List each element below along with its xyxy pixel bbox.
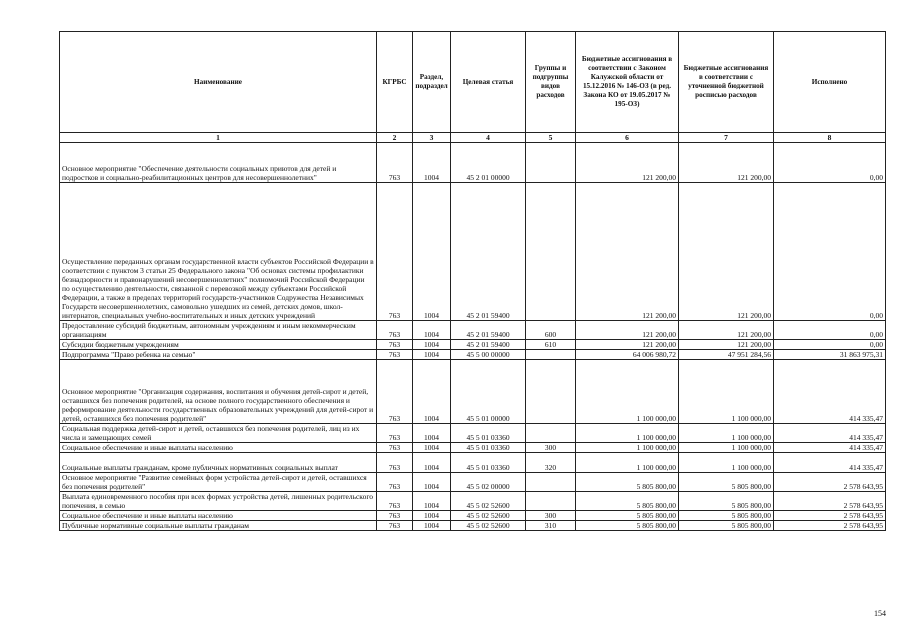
- column-number: 5: [526, 133, 576, 143]
- column-number: 4: [451, 133, 526, 143]
- row-vid: 610: [526, 340, 576, 350]
- row-name: Выплата единовременного пособия при всех формах устройства детей, лишенных родительского попечения, в семью: [60, 492, 377, 511]
- row-vid: [526, 360, 576, 424]
- row-vid: 320: [526, 453, 576, 473]
- row-vid: [526, 424, 576, 443]
- row-vid: [526, 183, 576, 321]
- row-vid: [526, 473, 576, 492]
- table-row: [60, 143, 886, 183]
- row-law-amount: 5 805 800,00: [576, 511, 679, 521]
- row-name: Социальное обеспечение и иные выплаты населению: [60, 443, 377, 453]
- row-law-amount: 1 100 000,00: [576, 453, 679, 473]
- row-razdel: 1004: [413, 360, 451, 424]
- row-statya: 45 5 01 00000: [451, 360, 526, 424]
- row-law-amount: 5 805 800,00: [576, 492, 679, 511]
- row-utoch-amount: 1 100 000,00: [679, 424, 774, 443]
- row-statya: 45 2 01 59400: [451, 321, 526, 340]
- row-ispolneno-amount: 414 335,47: [774, 453, 886, 473]
- header-statya: Целевая статья: [451, 32, 526, 133]
- row-ispolneno-amount: 2 578 643,95: [774, 492, 886, 511]
- row-name: Основное мероприятие "Развитие семейных форм устройства детей-сирот и детей, оставшихся без попечения родителей": [60, 473, 377, 492]
- row-name: Осуществление переданных органам государственной власти субъектов Российской Федерации в соответствии с пунктом 3 статьи 25 Федерального закона "Об основах системы профилактики безнадзорности и правонарушений несовершеннолетних" полномочий Российской Федерации по осуществлению деятельности, связанной с перевозкой между субъектами Российской Федерации, а также в пределах территорий государств-участников Содружества Независимых Государств несовершеннолетних, самовольно ушедших из семей, детских домов, школ-интернатов, специальных учебно-воспитательных и иных детских учреждений: [60, 183, 377, 321]
- column-number: 3: [413, 133, 451, 143]
- row-statya: 45 5 00 00000: [451, 350, 526, 360]
- column-number-row: [60, 133, 886, 143]
- row-ispolneno-amount: 0,00: [774, 143, 886, 183]
- table-row: [60, 443, 886, 453]
- row-law-amount: 121 200,00: [576, 340, 679, 350]
- row-law-amount: 64 006 980,72: [576, 350, 679, 360]
- row-utoch-amount: 5 805 800,00: [679, 511, 774, 521]
- row-ispolneno-amount: 414 335,47: [774, 360, 886, 424]
- row-name: Субсидии бюджетным учреждениям: [60, 340, 377, 350]
- header-law: Бюджетные ассигнования в соответствии с Законом Калужской области от 15.12.2016 № 146-ОЗ (в ред. Закона КО от 19.05.2017 № 195-ОЗ): [576, 32, 679, 133]
- row-kgrbs: 763: [377, 492, 413, 511]
- header-utoch: Бюджетные ассигнования в соответствии с уточненной бюджетной росписью расходов: [679, 32, 774, 133]
- header-ispolneno: Исполнено: [774, 32, 886, 133]
- row-ispolneno-amount: 0,00: [774, 321, 886, 340]
- table-row: [60, 350, 886, 360]
- row-utoch-amount: 1 100 000,00: [679, 360, 774, 424]
- row-utoch-amount: 1 100 000,00: [679, 443, 774, 453]
- header-razdel: Раздел, подраздел: [413, 32, 451, 133]
- row-statya: 45 2 01 59400: [451, 183, 526, 321]
- table-row: [60, 511, 886, 521]
- row-name: Основное мероприятие "Обеспечение деятельности социальных приютов для детей и подростков и социально-реабилитационных центров для несовершеннолетних": [60, 143, 377, 183]
- row-vid: 310: [526, 521, 576, 531]
- row-kgrbs: 763: [377, 511, 413, 521]
- row-utoch-amount: 5 805 800,00: [679, 521, 774, 531]
- column-number: 8: [774, 133, 886, 143]
- row-statya: 45 2 01 00000: [451, 143, 526, 183]
- budget-table: [59, 31, 886, 531]
- row-name: Основное мероприятие "Организация содержания, воспитания и обучения детей-сирот и детей, оставшихся без попечения родителей, на основе полного государственного обеспечения и реформирование деятельности государственных образовательных учреждений для детей-сирот и детей, оставшихся без попечения родителей": [60, 360, 377, 424]
- row-ispolneno-amount: 2 578 643,95: [774, 473, 886, 492]
- table-row: [60, 473, 886, 492]
- row-law-amount: 1 100 000,00: [576, 360, 679, 424]
- row-razdel: 1004: [413, 521, 451, 531]
- row-law-amount: 121 200,00: [576, 183, 679, 321]
- row-law-amount: 5 805 800,00: [576, 473, 679, 492]
- column-number: 6: [576, 133, 679, 143]
- column-number: 1: [60, 133, 377, 143]
- row-statya: 45 5 01 03360: [451, 443, 526, 453]
- row-utoch-amount: 121 200,00: [679, 340, 774, 350]
- column-number: 2: [377, 133, 413, 143]
- row-kgrbs: 763: [377, 143, 413, 183]
- row-statya: 45 5 02 52600: [451, 492, 526, 511]
- row-razdel: 1004: [413, 183, 451, 321]
- row-kgrbs: 763: [377, 453, 413, 473]
- table-row: [60, 183, 886, 321]
- table-row: [60, 492, 886, 511]
- row-utoch-amount: 5 805 800,00: [679, 473, 774, 492]
- row-statya: 45 5 02 52600: [451, 511, 526, 521]
- row-law-amount: 1 100 000,00: [576, 443, 679, 453]
- row-kgrbs: 763: [377, 521, 413, 531]
- row-razdel: 1004: [413, 443, 451, 453]
- row-ispolneno-amount: 31 863 975,31: [774, 350, 886, 360]
- row-kgrbs: 763: [377, 340, 413, 350]
- row-name: Предоставление субсидий бюджетным, автономным учреждениям и иным некоммерческим организациям: [60, 321, 377, 340]
- row-law-amount: 121 200,00: [576, 143, 679, 183]
- row-law-amount: 5 805 800,00: [576, 521, 679, 531]
- row-razdel: 1004: [413, 492, 451, 511]
- row-razdel: 1004: [413, 340, 451, 350]
- row-statya: 45 5 02 52600: [451, 521, 526, 531]
- row-utoch-amount: 121 200,00: [679, 143, 774, 183]
- column-number: 7: [679, 133, 774, 143]
- table-row: [60, 453, 886, 473]
- row-name: Социальное обеспечение и иные выплаты населению: [60, 511, 377, 521]
- row-razdel: 1004: [413, 424, 451, 443]
- row-law-amount: 121 200,00: [576, 321, 679, 340]
- row-kgrbs: 763: [377, 350, 413, 360]
- row-kgrbs: 763: [377, 360, 413, 424]
- row-razdel: 1004: [413, 473, 451, 492]
- row-ispolneno-amount: 0,00: [774, 340, 886, 350]
- header-kgrbs: КГРБС: [377, 32, 413, 133]
- row-statya: 45 5 01 03360: [451, 424, 526, 443]
- row-utoch-amount: 121 200,00: [679, 183, 774, 321]
- table-row: [60, 340, 886, 350]
- row-ispolneno-amount: 0,00: [774, 183, 886, 321]
- header-gruppy: Группы и подгруппы видов расходов: [526, 32, 576, 133]
- row-utoch-amount: 121 200,00: [679, 321, 774, 340]
- header-name: Наименование: [60, 32, 377, 133]
- row-ispolneno-amount: 2 578 643,95: [774, 521, 886, 531]
- row-statya: 45 2 01 59400: [451, 340, 526, 350]
- table-row: [60, 521, 886, 531]
- table-row: [60, 360, 886, 424]
- row-name: Публичные нормативные социальные выплаты гражданам: [60, 521, 377, 531]
- row-ispolneno-amount: 2 578 643,95: [774, 511, 886, 521]
- table-row: [60, 321, 886, 340]
- row-razdel: 1004: [413, 511, 451, 521]
- row-law-amount: 1 100 000,00: [576, 424, 679, 443]
- row-name: Подпрограмма "Право ребенка на семью": [60, 350, 377, 360]
- header-row: [60, 32, 886, 133]
- row-kgrbs: 763: [377, 321, 413, 340]
- row-name: Социальные выплаты гражданам, кроме публичных нормативных социальных выплат: [60, 453, 377, 473]
- row-ispolneno-amount: 414 335,47: [774, 424, 886, 443]
- row-vid: 600: [526, 321, 576, 340]
- row-kgrbs: 763: [377, 183, 413, 321]
- row-statya: 45 5 02 00000: [451, 473, 526, 492]
- row-vid: 300: [526, 511, 576, 521]
- row-razdel: 1004: [413, 143, 451, 183]
- row-razdel: 1004: [413, 453, 451, 473]
- row-name: Социальная поддержка детей-сирот и детей, оставшихся без попечения родителей, лиц из их числа и замещающих семей: [60, 424, 377, 443]
- row-ispolneno-amount: 414 335,47: [774, 443, 886, 453]
- table-row: [60, 424, 886, 443]
- row-utoch-amount: 47 951 284,56: [679, 350, 774, 360]
- row-vid: [526, 143, 576, 183]
- row-vid: [526, 350, 576, 360]
- row-statya: 45 5 01 03360: [451, 453, 526, 473]
- row-utoch-amount: 1 100 000,00: [679, 453, 774, 473]
- row-vid: 300: [526, 443, 576, 453]
- row-kgrbs: 763: [377, 443, 413, 453]
- row-kgrbs: 763: [377, 424, 413, 443]
- row-razdel: 1004: [413, 321, 451, 340]
- row-razdel: 1004: [413, 350, 451, 360]
- page-number: 154: [874, 609, 886, 618]
- row-vid: [526, 492, 576, 511]
- row-utoch-amount: 5 805 800,00: [679, 492, 774, 511]
- row-kgrbs: 763: [377, 473, 413, 492]
